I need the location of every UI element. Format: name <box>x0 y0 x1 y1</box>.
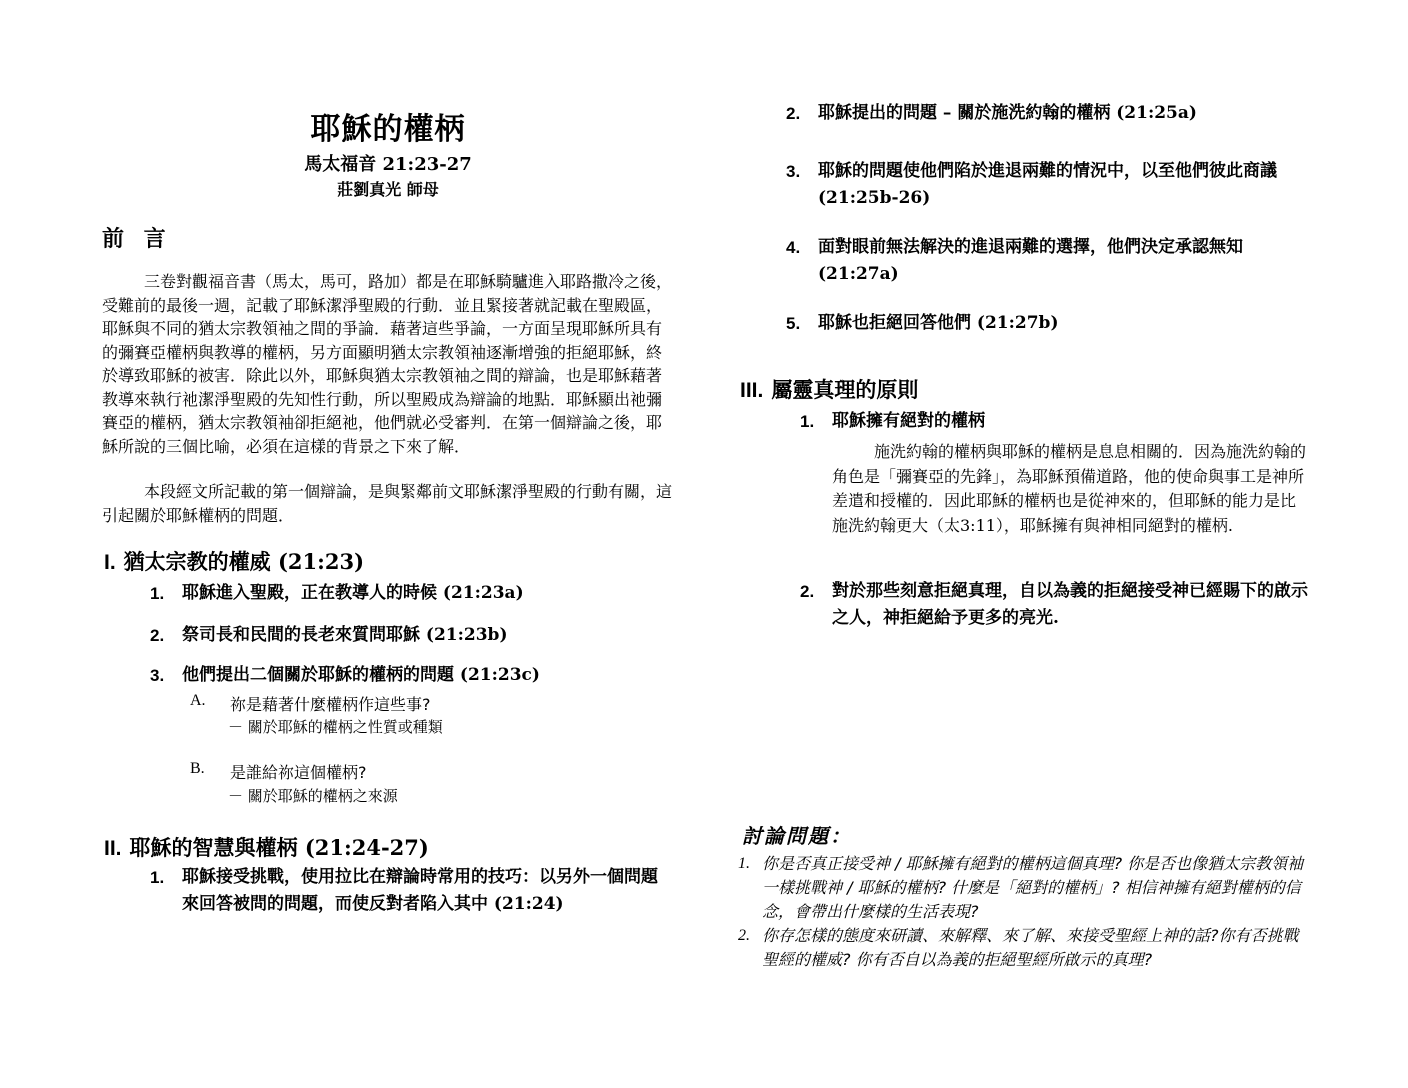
question-number: 1. <box>738 855 750 872</box>
item-text: 耶穌進入聖殿，正在教導人的時候 (21:23a) <box>182 583 524 603</box>
section-1-number: I. <box>104 551 116 574</box>
item-text: 耶穌接受挑戰，使用拉比在辯論時常用的技巧：以另外一個問題來回答被問的問題，而使反對者陷入其中 (21:24) <box>182 867 658 914</box>
section-3-title: 屬靈真理的原則 <box>771 377 919 402</box>
item-text: 耶穌提出的問題 – 關於施洗約翰的權柄 (21:25a) <box>818 103 1197 123</box>
item-number: 3. <box>786 162 801 181</box>
question-number: 2. <box>738 927 750 944</box>
item-number: 4. <box>786 238 801 257</box>
discussion-heading: 討論問題： <box>742 824 852 848</box>
item-number: 2. <box>150 626 165 645</box>
item-number: 1. <box>150 868 165 887</box>
section-2-heading <box>104 832 429 862</box>
scripture-reference: 馬太福音 21:23-27 <box>304 154 472 175</box>
question-text: 你是否真正接受神 / 耶穌擁有絕對的權柄這個真理? 你是否也像猶太宗教領袖一樣挑戰神 / 耶穌的權柄? 什麼是「絕對的權柄」? 相信神擁有絕對權柄的信念，會帶出什麼樣的生活表現? <box>762 854 1304 921</box>
section-2-item <box>786 310 1316 337</box>
item-text: 對於那些刻意拒絕真理，自以為義的拒絕接受神已經賜下的啟示之人，神拒絕給予更多的亮光. <box>832 581 1308 628</box>
sub-letter: A. <box>190 692 206 709</box>
section-2-item <box>786 234 1316 288</box>
question-text: 你存怎樣的態度來研讀、來解釋、來了解、來接受聖經上神的話?你有否挑戰聖經的權威? 你有否自以為義的拒絕聖經所啟示的真理? <box>762 926 1299 969</box>
sub-text: 是誰給祢這個權柄? <box>230 763 367 782</box>
sub-letter: B. <box>190 760 205 777</box>
section-1-heading <box>104 546 364 576</box>
section-2-item <box>786 100 1316 127</box>
item-text: 耶穌的問題使他們陷於進退兩難的情況中，以至他們彼此商議 (21:25b-26) <box>818 161 1277 208</box>
sub-note-a: － 關於耶穌的權柄之性質或種類 <box>228 718 443 736</box>
section-3-item <box>800 578 1310 632</box>
section-1-title: 猶太宗教的權威 (21:23) <box>123 549 365 574</box>
section-2-item <box>150 864 668 918</box>
intro-paragraph-2: 本段經文所記載的第一個辯論，是與緊鄰前文耶穌潔淨聖殿的行動有關，這引起關於耶穌權柄的問題． <box>102 482 673 525</box>
sub-text: 祢是藉著什麼權柄作這些事? <box>230 695 431 714</box>
section-2-number: II. <box>104 837 122 860</box>
item-number: 3. <box>150 666 165 685</box>
item-number: 1. <box>800 412 815 431</box>
section-2-item <box>786 158 1316 212</box>
intro-heading: 前 言 <box>102 226 172 252</box>
item-number: 5. <box>786 314 801 333</box>
section-1-item <box>150 662 670 689</box>
item-text: 耶穌也拒絕回答他們 (21:27b) <box>818 313 1059 333</box>
item-text: 面對眼前無法解決的進退兩難的選擇，他們決定承認無知 (21:27a) <box>818 237 1243 284</box>
item-number: 1. <box>150 584 165 603</box>
discussion-question <box>738 852 1308 924</box>
item-text: 祭司長和民間的長老來質問耶穌 (21:23b) <box>182 625 508 645</box>
sub-question-b <box>190 760 670 783</box>
section-3-number: III. <box>740 379 764 402</box>
discussion-question <box>738 924 1308 972</box>
section-1-item <box>150 580 670 607</box>
sub-note-b: － 關於耶穌的權柄之來源 <box>228 787 398 805</box>
section-1-item <box>150 622 670 649</box>
sub-question-a <box>190 692 670 715</box>
section-3-item <box>800 408 1310 435</box>
author-name: 莊劉真光 師母 <box>337 180 439 199</box>
intro-paragraph-1: 三卷對觀福音書（馬太，馬可，路加）都是在耶穌騎驢進入耶路撒冷之後，受難前的最後一週，記載了耶穌潔淨聖殿的行動．並且緊接著就記載在聖殿區，耶穌與不同的猶太宗教領袖之間的爭論．藉著這些爭論，一方面呈現耶穌所具有的彌賽亞權柄與教導的權柄，另方面顯明猶太宗教領袖逐漸增強的拒絕耶穌，終於導致耶穌的被害．除此以外，耶穌與猶太宗教領袖之間的辯論，也是耶穌藉著教導來執行祂潔淨聖殿的先知性行動，所以聖殿成為辯論的地點．耶穌顯出祂彌賽亞的權柄，猶太宗教領袖卻拒絕祂，他們就必受審判．在第一個辯論之後，耶穌所說的三個比喻，必須在這樣的背景之下來了解． <box>102 272 673 456</box>
item-number: 2. <box>800 582 815 601</box>
section-2-title: 耶穌的智慧與權柄 (21:24-27) <box>129 835 429 860</box>
item-number: 2. <box>786 104 801 123</box>
item-text: 他們提出二個關於耶穌的權柄的問題 (21:23c) <box>182 665 540 685</box>
section-3-heading <box>740 374 918 404</box>
principle-paragraph: 施洗約翰的權柄與耶穌的權柄是息息相關的．因為施洗約翰的角色是「彌賽亞的先鋒」，為耶穌預備道路，他的使命與事工是神所差遣和授權的．因此耶穌的權柄也是從神來的，但耶穌的能力是比施洗約翰更大（太3:11），耶穌擁有與神相同絕對的權柄. <box>832 442 1307 535</box>
item-text: 耶穌擁有絕對的權柄 <box>832 411 985 431</box>
page-title: 耶穌的權柄 <box>310 112 466 147</box>
